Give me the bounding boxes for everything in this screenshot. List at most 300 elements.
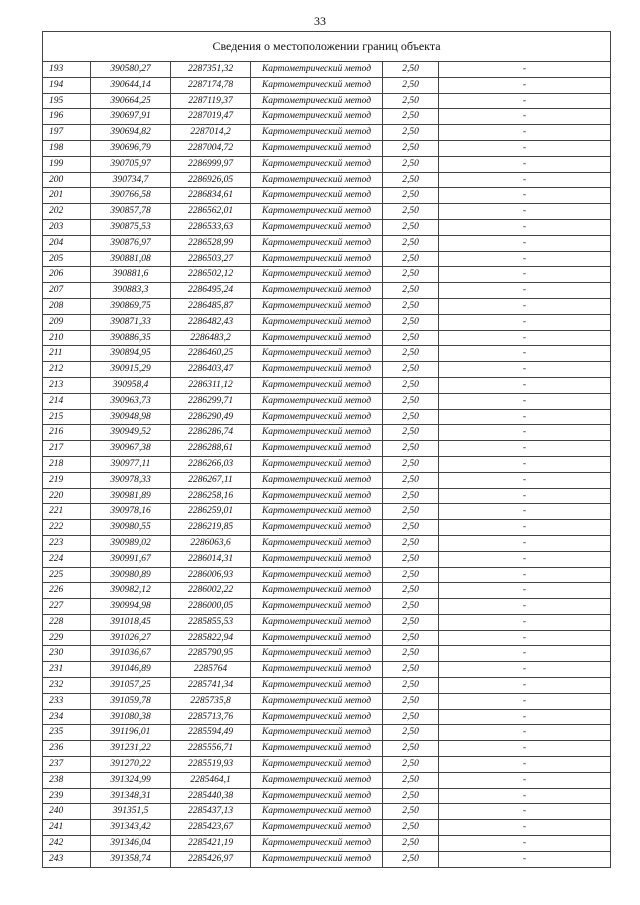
description-cell: - bbox=[439, 456, 611, 472]
description-cell: - bbox=[439, 409, 611, 425]
y-coordinate-cell: 2287014,2 bbox=[171, 125, 251, 141]
accuracy-cell: 2,50 bbox=[383, 757, 439, 773]
y-coordinate-cell: 2286483,2 bbox=[171, 330, 251, 346]
y-coordinate-cell: 2287351,32 bbox=[171, 62, 251, 78]
method-cell: Картометрический метод bbox=[251, 235, 383, 251]
accuracy-cell: 2,50 bbox=[383, 583, 439, 599]
method-cell: Картометрический метод bbox=[251, 709, 383, 725]
accuracy-cell: 2,50 bbox=[383, 330, 439, 346]
table-row bbox=[43, 377, 611, 393]
point-number-cell: 209 bbox=[43, 314, 91, 330]
table-row bbox=[43, 504, 611, 520]
method-cell: Картометрический метод bbox=[251, 393, 383, 409]
description-cell: - bbox=[439, 219, 611, 235]
description-cell: - bbox=[439, 820, 611, 836]
accuracy-cell: 2,50 bbox=[383, 693, 439, 709]
table-row bbox=[43, 409, 611, 425]
y-coordinate-cell: 2286482,43 bbox=[171, 314, 251, 330]
point-number-cell: 222 bbox=[43, 520, 91, 536]
description-cell: - bbox=[439, 851, 611, 867]
point-number-cell: 196 bbox=[43, 109, 91, 125]
table-row bbox=[43, 678, 611, 694]
description-cell: - bbox=[439, 583, 611, 599]
method-cell: Картометрический метод bbox=[251, 456, 383, 472]
x-coordinate-cell: 391196,01 bbox=[91, 725, 171, 741]
description-cell: - bbox=[439, 235, 611, 251]
description-cell: - bbox=[439, 709, 611, 725]
x-coordinate-cell: 390697,91 bbox=[91, 109, 171, 125]
x-coordinate-cell: 390869,75 bbox=[91, 298, 171, 314]
accuracy-cell: 2,50 bbox=[383, 520, 439, 536]
y-coordinate-cell: 2286259,01 bbox=[171, 504, 251, 520]
point-number-cell: 237 bbox=[43, 757, 91, 773]
table-row bbox=[43, 314, 611, 330]
x-coordinate-cell: 391348,31 bbox=[91, 788, 171, 804]
y-coordinate-cell: 2286267,11 bbox=[171, 472, 251, 488]
x-coordinate-cell: 390949,52 bbox=[91, 425, 171, 441]
accuracy-cell: 2,50 bbox=[383, 188, 439, 204]
description-cell: - bbox=[439, 441, 611, 457]
accuracy-cell: 2,50 bbox=[383, 425, 439, 441]
method-cell: Картометрический метод bbox=[251, 630, 383, 646]
method-cell: Картометрический метод bbox=[251, 125, 383, 141]
description-cell: - bbox=[439, 741, 611, 757]
y-coordinate-cell: 2287174,78 bbox=[171, 77, 251, 93]
description-cell: - bbox=[439, 204, 611, 220]
table-row bbox=[43, 851, 611, 867]
description-cell: - bbox=[439, 472, 611, 488]
method-cell: Картометрический метод bbox=[251, 314, 383, 330]
table-row bbox=[43, 456, 611, 472]
method-cell: Картометрический метод bbox=[251, 741, 383, 757]
table-row bbox=[43, 804, 611, 820]
accuracy-cell: 2,50 bbox=[383, 441, 439, 457]
x-coordinate-cell: 390967,38 bbox=[91, 441, 171, 457]
accuracy-cell: 2,50 bbox=[383, 219, 439, 235]
description-cell: - bbox=[439, 393, 611, 409]
table-row bbox=[43, 188, 611, 204]
table-row bbox=[43, 172, 611, 188]
method-cell: Картометрический метод bbox=[251, 472, 383, 488]
x-coordinate-cell: 390963,73 bbox=[91, 393, 171, 409]
y-coordinate-cell: 2285423,67 bbox=[171, 820, 251, 836]
description-cell: - bbox=[439, 757, 611, 773]
method-cell: Картометрический метод bbox=[251, 488, 383, 504]
point-number-cell: 231 bbox=[43, 662, 91, 678]
point-number-cell: 219 bbox=[43, 472, 91, 488]
method-cell: Картометрический метод bbox=[251, 267, 383, 283]
accuracy-cell: 2,50 bbox=[383, 393, 439, 409]
x-coordinate-cell: 391324,99 bbox=[91, 772, 171, 788]
table-row bbox=[43, 567, 611, 583]
table-row bbox=[43, 298, 611, 314]
table-header-row bbox=[43, 32, 611, 62]
table-row bbox=[43, 441, 611, 457]
y-coordinate-cell: 2286006,93 bbox=[171, 567, 251, 583]
y-coordinate-cell: 2286485,87 bbox=[171, 298, 251, 314]
accuracy-cell: 2,50 bbox=[383, 820, 439, 836]
table-row bbox=[43, 330, 611, 346]
method-cell: Картометрический метод bbox=[251, 678, 383, 694]
point-number-cell: 240 bbox=[43, 804, 91, 820]
point-number-cell: 195 bbox=[43, 93, 91, 109]
x-coordinate-cell: 390857,78 bbox=[91, 204, 171, 220]
accuracy-cell: 2,50 bbox=[383, 93, 439, 109]
y-coordinate-cell: 2285594,49 bbox=[171, 725, 251, 741]
method-cell: Картометрический метод bbox=[251, 551, 383, 567]
table-row bbox=[43, 614, 611, 630]
y-coordinate-cell: 2286000,05 bbox=[171, 599, 251, 615]
description-cell: - bbox=[439, 567, 611, 583]
method-cell: Картометрический метод bbox=[251, 836, 383, 852]
point-number-cell: 225 bbox=[43, 567, 91, 583]
y-coordinate-cell: 2285822,94 bbox=[171, 630, 251, 646]
accuracy-cell: 2,50 bbox=[383, 804, 439, 820]
accuracy-cell: 2,50 bbox=[383, 614, 439, 630]
method-cell: Картометрический метод bbox=[251, 251, 383, 267]
y-coordinate-cell: 2286403,47 bbox=[171, 362, 251, 378]
method-cell: Картометрический метод bbox=[251, 725, 383, 741]
accuracy-cell: 2,50 bbox=[383, 456, 439, 472]
point-number-cell: 199 bbox=[43, 156, 91, 172]
table-row bbox=[43, 583, 611, 599]
x-coordinate-cell: 390980,89 bbox=[91, 567, 171, 583]
table-row bbox=[43, 109, 611, 125]
method-cell: Картометрический метод bbox=[251, 662, 383, 678]
accuracy-cell: 2,50 bbox=[383, 725, 439, 741]
x-coordinate-cell: 391018,45 bbox=[91, 614, 171, 630]
point-number-cell: 210 bbox=[43, 330, 91, 346]
table-row bbox=[43, 283, 611, 299]
x-coordinate-cell: 390766,58 bbox=[91, 188, 171, 204]
method-cell: Картометрический метод bbox=[251, 820, 383, 836]
accuracy-cell: 2,50 bbox=[383, 172, 439, 188]
x-coordinate-cell: 391026,27 bbox=[91, 630, 171, 646]
y-coordinate-cell: 2285713,76 bbox=[171, 709, 251, 725]
accuracy-cell: 2,50 bbox=[383, 504, 439, 520]
point-number-cell: 205 bbox=[43, 251, 91, 267]
table-row bbox=[43, 156, 611, 172]
accuracy-cell: 2,50 bbox=[383, 251, 439, 267]
y-coordinate-cell: 2286299,71 bbox=[171, 393, 251, 409]
y-coordinate-cell: 2285519,93 bbox=[171, 757, 251, 773]
method-cell: Картометрический метод bbox=[251, 757, 383, 773]
table-row bbox=[43, 662, 611, 678]
x-coordinate-cell: 391080,38 bbox=[91, 709, 171, 725]
accuracy-cell: 2,50 bbox=[383, 709, 439, 725]
point-number-cell: 193 bbox=[43, 62, 91, 78]
accuracy-cell: 2,50 bbox=[383, 599, 439, 615]
accuracy-cell: 2,50 bbox=[383, 409, 439, 425]
y-coordinate-cell: 2285440,38 bbox=[171, 788, 251, 804]
point-number-cell: 238 bbox=[43, 772, 91, 788]
table-row bbox=[43, 62, 611, 78]
x-coordinate-cell: 390989,02 bbox=[91, 535, 171, 551]
y-coordinate-cell: 2286258,16 bbox=[171, 488, 251, 504]
table-row bbox=[43, 93, 611, 109]
table-row bbox=[43, 599, 611, 615]
table-row bbox=[43, 788, 611, 804]
table-row bbox=[43, 393, 611, 409]
accuracy-cell: 2,50 bbox=[383, 346, 439, 362]
method-cell: Картометрический метод bbox=[251, 362, 383, 378]
y-coordinate-cell: 2286834,61 bbox=[171, 188, 251, 204]
point-number-cell: 241 bbox=[43, 820, 91, 836]
accuracy-cell: 2,50 bbox=[383, 125, 439, 141]
method-cell: Картометрический метод bbox=[251, 804, 383, 820]
description-cell: - bbox=[439, 109, 611, 125]
method-cell: Картометрический метод bbox=[251, 283, 383, 299]
method-cell: Картометрический метод bbox=[251, 567, 383, 583]
accuracy-cell: 2,50 bbox=[383, 109, 439, 125]
x-coordinate-cell: 390982,12 bbox=[91, 583, 171, 599]
description-cell: - bbox=[439, 646, 611, 662]
point-number-cell: 226 bbox=[43, 583, 91, 599]
x-coordinate-cell: 390705,97 bbox=[91, 156, 171, 172]
point-number-cell: 228 bbox=[43, 614, 91, 630]
y-coordinate-cell: 2286290,49 bbox=[171, 409, 251, 425]
point-number-cell: 197 bbox=[43, 125, 91, 141]
point-number-cell: 217 bbox=[43, 441, 91, 457]
method-cell: Картометрический метод bbox=[251, 219, 383, 235]
description-cell: - bbox=[439, 488, 611, 504]
point-number-cell: 223 bbox=[43, 535, 91, 551]
boundary-table bbox=[42, 31, 611, 868]
point-number-cell: 215 bbox=[43, 409, 91, 425]
x-coordinate-cell: 391046,89 bbox=[91, 662, 171, 678]
method-cell: Картометрический метод bbox=[251, 346, 383, 362]
table-row bbox=[43, 77, 611, 93]
y-coordinate-cell: 2285556,71 bbox=[171, 741, 251, 757]
method-cell: Картометрический метод bbox=[251, 504, 383, 520]
y-coordinate-cell: 2286219,85 bbox=[171, 520, 251, 536]
accuracy-cell: 2,50 bbox=[383, 851, 439, 867]
table-row bbox=[43, 630, 611, 646]
method-cell: Картометрический метод bbox=[251, 646, 383, 662]
x-coordinate-cell: 390881,08 bbox=[91, 251, 171, 267]
point-number-cell: 207 bbox=[43, 283, 91, 299]
method-cell: Картометрический метод bbox=[251, 535, 383, 551]
accuracy-cell: 2,50 bbox=[383, 646, 439, 662]
table-row bbox=[43, 646, 611, 662]
point-number-cell: 216 bbox=[43, 425, 91, 441]
method-cell: Картометрический метод bbox=[251, 93, 383, 109]
x-coordinate-cell: 390886,35 bbox=[91, 330, 171, 346]
y-coordinate-cell: 2286014,31 bbox=[171, 551, 251, 567]
page-number: 33 bbox=[314, 14, 326, 28]
accuracy-cell: 2,50 bbox=[383, 472, 439, 488]
table-row bbox=[43, 772, 611, 788]
y-coordinate-cell: 2285741,34 bbox=[171, 678, 251, 694]
table-row bbox=[43, 693, 611, 709]
x-coordinate-cell: 390876,97 bbox=[91, 235, 171, 251]
description-cell: - bbox=[439, 425, 611, 441]
x-coordinate-cell: 390915,29 bbox=[91, 362, 171, 378]
point-number-cell: 208 bbox=[43, 298, 91, 314]
accuracy-cell: 2,50 bbox=[383, 678, 439, 694]
point-number-cell: 234 bbox=[43, 709, 91, 725]
accuracy-cell: 2,50 bbox=[383, 488, 439, 504]
y-coordinate-cell: 2286286,74 bbox=[171, 425, 251, 441]
point-number-cell: 239 bbox=[43, 788, 91, 804]
accuracy-cell: 2,50 bbox=[383, 235, 439, 251]
x-coordinate-cell: 390978,16 bbox=[91, 504, 171, 520]
table-row bbox=[43, 346, 611, 362]
description-cell: - bbox=[439, 251, 611, 267]
method-cell: Картометрический метод bbox=[251, 298, 383, 314]
table-row bbox=[43, 535, 611, 551]
table-row bbox=[43, 709, 611, 725]
table-row bbox=[43, 836, 611, 852]
x-coordinate-cell: 390977,11 bbox=[91, 456, 171, 472]
y-coordinate-cell: 2285764 bbox=[171, 662, 251, 678]
accuracy-cell: 2,50 bbox=[383, 298, 439, 314]
accuracy-cell: 2,50 bbox=[383, 204, 439, 220]
description-cell: - bbox=[439, 156, 611, 172]
method-cell: Картометрический метод bbox=[251, 583, 383, 599]
description-cell: - bbox=[439, 535, 611, 551]
point-number-cell: 242 bbox=[43, 836, 91, 852]
method-cell: Картометрический метод bbox=[251, 851, 383, 867]
table-row bbox=[43, 204, 611, 220]
y-coordinate-cell: 2286926,05 bbox=[171, 172, 251, 188]
description-cell: - bbox=[439, 267, 611, 283]
point-number-cell: 232 bbox=[43, 678, 91, 694]
description-cell: - bbox=[439, 836, 611, 852]
accuracy-cell: 2,50 bbox=[383, 140, 439, 156]
y-coordinate-cell: 2286311,12 bbox=[171, 377, 251, 393]
method-cell: Картометрический метод bbox=[251, 204, 383, 220]
table-row bbox=[43, 267, 611, 283]
y-coordinate-cell: 2287004,72 bbox=[171, 140, 251, 156]
y-coordinate-cell: 2286460,25 bbox=[171, 346, 251, 362]
y-coordinate-cell: 2285421,19 bbox=[171, 836, 251, 852]
x-coordinate-cell: 390958,4 bbox=[91, 377, 171, 393]
x-coordinate-cell: 390981,89 bbox=[91, 488, 171, 504]
description-cell: - bbox=[439, 504, 611, 520]
point-number-cell: 203 bbox=[43, 219, 91, 235]
accuracy-cell: 2,50 bbox=[383, 551, 439, 567]
table-title: Сведения о местоположении границ объекта bbox=[43, 32, 611, 62]
table-row bbox=[43, 520, 611, 536]
y-coordinate-cell: 2286999,97 bbox=[171, 156, 251, 172]
method-cell: Картометрический метод bbox=[251, 614, 383, 630]
y-coordinate-cell: 2286528,99 bbox=[171, 235, 251, 251]
table-row bbox=[43, 235, 611, 251]
description-cell: - bbox=[439, 330, 611, 346]
description-cell: - bbox=[439, 125, 611, 141]
point-number-cell: 194 bbox=[43, 77, 91, 93]
x-coordinate-cell: 390664,25 bbox=[91, 93, 171, 109]
point-number-cell: 198 bbox=[43, 140, 91, 156]
accuracy-cell: 2,50 bbox=[383, 535, 439, 551]
point-number-cell: 235 bbox=[43, 725, 91, 741]
method-cell: Картометрический метод bbox=[251, 77, 383, 93]
description-cell: - bbox=[439, 551, 611, 567]
description-cell: - bbox=[439, 62, 611, 78]
table-row bbox=[43, 125, 611, 141]
x-coordinate-cell: 390694,82 bbox=[91, 125, 171, 141]
x-coordinate-cell: 390994,98 bbox=[91, 599, 171, 615]
point-number-cell: 206 bbox=[43, 267, 91, 283]
y-coordinate-cell: 2285735,8 bbox=[171, 693, 251, 709]
description-cell: - bbox=[439, 614, 611, 630]
description-cell: - bbox=[439, 662, 611, 678]
x-coordinate-cell: 390991,67 bbox=[91, 551, 171, 567]
description-cell: - bbox=[439, 725, 611, 741]
method-cell: Картометрический метод bbox=[251, 409, 383, 425]
accuracy-cell: 2,50 bbox=[383, 156, 439, 172]
x-coordinate-cell: 391036,67 bbox=[91, 646, 171, 662]
x-coordinate-cell: 390871,33 bbox=[91, 314, 171, 330]
description-cell: - bbox=[439, 520, 611, 536]
y-coordinate-cell: 2286562,01 bbox=[171, 204, 251, 220]
description-cell: - bbox=[439, 377, 611, 393]
description-cell: - bbox=[439, 346, 611, 362]
x-coordinate-cell: 390644,14 bbox=[91, 77, 171, 93]
accuracy-cell: 2,50 bbox=[383, 788, 439, 804]
accuracy-cell: 2,50 bbox=[383, 630, 439, 646]
y-coordinate-cell: 2286266,03 bbox=[171, 456, 251, 472]
x-coordinate-cell: 390883,3 bbox=[91, 283, 171, 299]
description-cell: - bbox=[439, 804, 611, 820]
x-coordinate-cell: 390881,6 bbox=[91, 267, 171, 283]
description-cell: - bbox=[439, 140, 611, 156]
accuracy-cell: 2,50 bbox=[383, 772, 439, 788]
y-coordinate-cell: 2286495,24 bbox=[171, 283, 251, 299]
accuracy-cell: 2,50 bbox=[383, 314, 439, 330]
x-coordinate-cell: 391059,78 bbox=[91, 693, 171, 709]
y-coordinate-cell: 2287119,37 bbox=[171, 93, 251, 109]
table-row bbox=[43, 741, 611, 757]
description-cell: - bbox=[439, 77, 611, 93]
accuracy-cell: 2,50 bbox=[383, 267, 439, 283]
accuracy-cell: 2,50 bbox=[383, 567, 439, 583]
x-coordinate-cell: 391270,22 bbox=[91, 757, 171, 773]
table-row bbox=[43, 362, 611, 378]
y-coordinate-cell: 2286288,61 bbox=[171, 441, 251, 457]
description-cell: - bbox=[439, 678, 611, 694]
description-cell: - bbox=[439, 788, 611, 804]
method-cell: Картометрический метод bbox=[251, 377, 383, 393]
x-coordinate-cell: 391231,22 bbox=[91, 741, 171, 757]
x-coordinate-cell: 390580,27 bbox=[91, 62, 171, 78]
x-coordinate-cell: 390980,55 bbox=[91, 520, 171, 536]
method-cell: Картометрический метод bbox=[251, 172, 383, 188]
y-coordinate-cell: 2286503,27 bbox=[171, 251, 251, 267]
accuracy-cell: 2,50 bbox=[383, 741, 439, 757]
method-cell: Картометрический метод bbox=[251, 772, 383, 788]
y-coordinate-cell: 2287019,47 bbox=[171, 109, 251, 125]
description-cell: - bbox=[439, 599, 611, 615]
point-number-cell: 213 bbox=[43, 377, 91, 393]
x-coordinate-cell: 390894,95 bbox=[91, 346, 171, 362]
y-coordinate-cell: 2285855,53 bbox=[171, 614, 251, 630]
y-coordinate-cell: 2286502,12 bbox=[171, 267, 251, 283]
method-cell: Картометрический метод bbox=[251, 156, 383, 172]
table-row bbox=[43, 551, 611, 567]
method-cell: Картометрический метод bbox=[251, 599, 383, 615]
table-row bbox=[43, 472, 611, 488]
accuracy-cell: 2,50 bbox=[383, 362, 439, 378]
accuracy-cell: 2,50 bbox=[383, 377, 439, 393]
point-number-cell: 229 bbox=[43, 630, 91, 646]
accuracy-cell: 2,50 bbox=[383, 283, 439, 299]
point-number-cell: 211 bbox=[43, 346, 91, 362]
x-coordinate-cell: 391346,04 bbox=[91, 836, 171, 852]
point-number-cell: 243 bbox=[43, 851, 91, 867]
point-number-cell: 200 bbox=[43, 172, 91, 188]
